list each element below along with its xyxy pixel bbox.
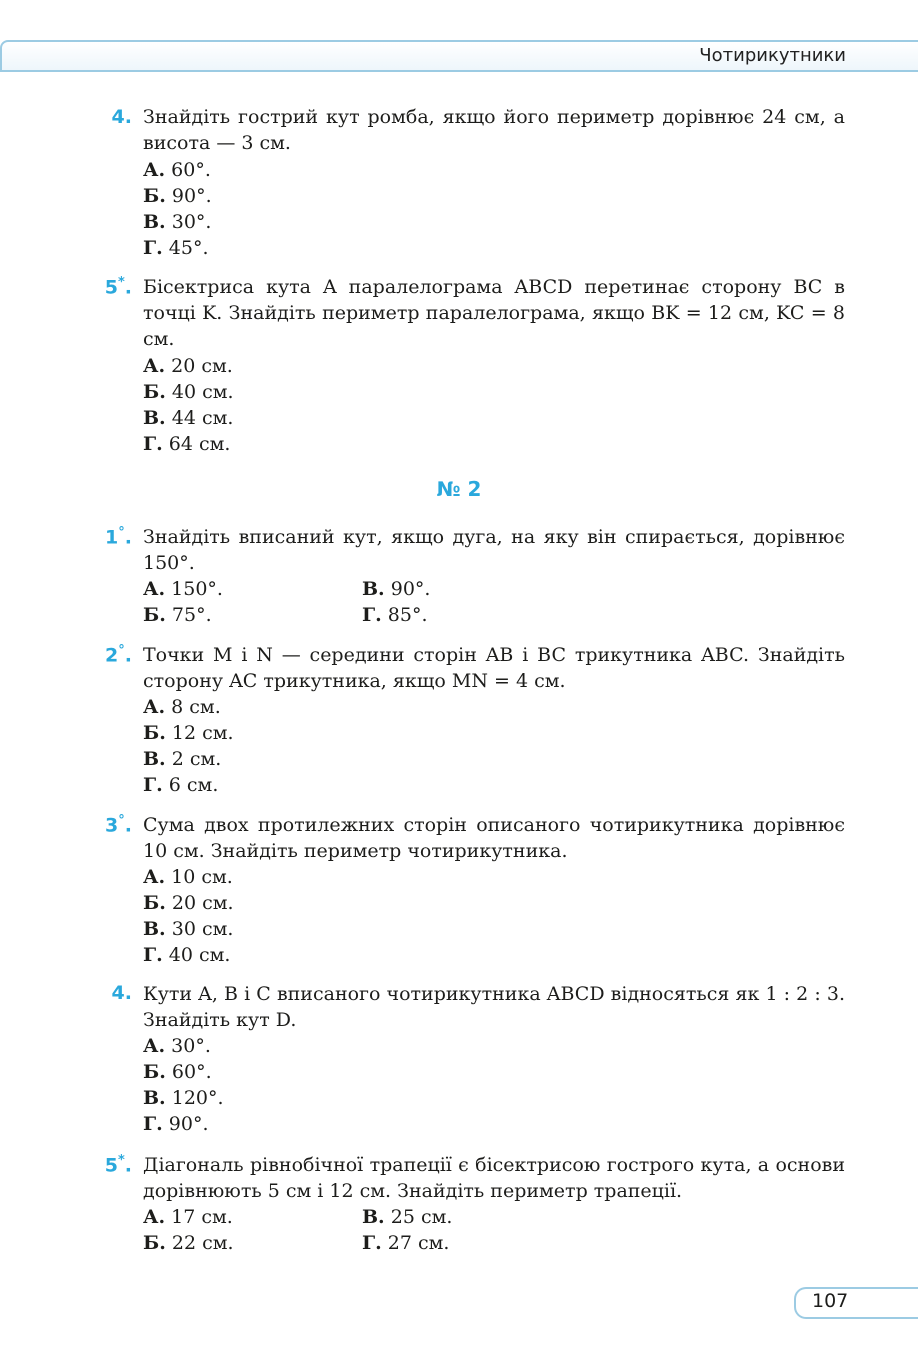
problem-text: Бісектриса кута A паралелограма ABCD перетинає сторону BC в точці K. Знайдіть периметр паралелограма, якщо BK = 12 см, KC = 8 см. bbox=[143, 276, 845, 350]
chapter-title: Чотирикутники bbox=[699, 45, 846, 66]
option-value: 30°. bbox=[171, 1035, 211, 1057]
answer-option bbox=[143, 157, 211, 183]
option-value: 6 см. bbox=[168, 774, 219, 796]
answer-option bbox=[362, 1204, 452, 1230]
problem-number: 3°. bbox=[105, 813, 132, 837]
problem-text: Сума двох протилежних сторін описаного чотирикутника дорівнює 10 см. Знайдіть периметр чотирикутника. bbox=[143, 814, 845, 862]
page-number: 107 bbox=[812, 1290, 849, 1312]
option-value: 90°. bbox=[171, 185, 212, 207]
option-label: Б. bbox=[143, 1061, 166, 1083]
answer-option bbox=[143, 746, 221, 772]
option-value: 25 см. bbox=[390, 1206, 453, 1228]
option-label: В. bbox=[362, 1206, 385, 1228]
option-label: А. bbox=[143, 1035, 166, 1057]
option-label: В. bbox=[362, 578, 385, 600]
option-label: Б. bbox=[143, 185, 166, 207]
answer-option bbox=[143, 1230, 234, 1256]
option-label: А. bbox=[143, 578, 166, 600]
option-value: 150°. bbox=[171, 578, 223, 600]
problem-number: 4. bbox=[111, 982, 132, 1004]
option-label: А. bbox=[143, 1206, 166, 1228]
option-label: Г. bbox=[143, 944, 163, 966]
option-value: 120°. bbox=[171, 1087, 224, 1109]
answer-option bbox=[143, 916, 233, 942]
answer-option bbox=[143, 720, 234, 746]
problem-text: Діагональ рівнобічної трапеції є бісектрисою гострого кута, а основи дорівнюють 5 см і 12 см. Знайдіть периметр трапеції. bbox=[143, 1154, 845, 1202]
option-value: 30°. bbox=[171, 211, 212, 233]
section-title: № 2 bbox=[436, 477, 482, 501]
answer-option bbox=[143, 890, 234, 916]
problem-text: Кути A, B і C вписаного чотирикутника ABCD відносяться як 1 : 2 : 3. Знайдіть кут D. bbox=[143, 983, 845, 1031]
option-label: Г. bbox=[143, 237, 163, 259]
option-value: 85°. bbox=[387, 604, 428, 626]
option-value: 44 см. bbox=[171, 407, 234, 429]
problem-number: 2°. bbox=[105, 643, 132, 667]
option-value: 20 см. bbox=[171, 892, 234, 914]
option-label: В. bbox=[143, 211, 166, 233]
option-label: А. bbox=[143, 866, 166, 888]
option-value: 30 см. bbox=[171, 918, 234, 940]
option-value: 40 см. bbox=[168, 944, 231, 966]
option-label: В. bbox=[143, 748, 166, 770]
answer-option bbox=[143, 864, 233, 890]
option-value: 60°. bbox=[171, 1061, 212, 1083]
option-label: В. bbox=[143, 918, 166, 940]
option-value: 2 см. bbox=[171, 748, 222, 770]
option-label: Б. bbox=[143, 892, 166, 914]
option-value: 8 см. bbox=[171, 696, 221, 718]
option-label: Г. bbox=[143, 433, 163, 455]
answer-option bbox=[143, 1204, 233, 1230]
option-value: 45°. bbox=[168, 237, 209, 259]
option-label: Б. bbox=[143, 722, 166, 744]
answer-option bbox=[143, 942, 230, 968]
option-value: 22 см. bbox=[171, 1232, 234, 1254]
option-value: 90°. bbox=[168, 1113, 209, 1135]
answer-option bbox=[143, 209, 211, 235]
option-value: 90°. bbox=[390, 578, 431, 600]
option-value: 64 см. bbox=[168, 433, 231, 455]
option-label: Б. bbox=[143, 604, 166, 626]
answer-option bbox=[143, 694, 221, 720]
option-label: Г. bbox=[362, 1232, 382, 1254]
answer-option bbox=[362, 1230, 449, 1256]
option-value: 75°. bbox=[171, 604, 212, 626]
answer-option bbox=[143, 235, 209, 261]
answer-option bbox=[143, 431, 230, 457]
option-label: Б. bbox=[143, 1232, 166, 1254]
answer-option bbox=[143, 183, 212, 209]
option-value: 17 см. bbox=[171, 1206, 233, 1228]
answer-option bbox=[362, 576, 430, 602]
answer-option bbox=[143, 602, 212, 628]
answer-option bbox=[143, 772, 218, 798]
option-label: В. bbox=[143, 407, 166, 429]
option-label: В. bbox=[143, 1087, 166, 1109]
problem-number: 5*. bbox=[104, 275, 132, 299]
option-label: А. bbox=[143, 696, 166, 718]
option-label: Б. bbox=[143, 381, 166, 403]
answer-option bbox=[143, 1033, 211, 1059]
option-label: Г. bbox=[362, 604, 382, 626]
option-value: 12 см. bbox=[171, 722, 234, 744]
answer-option bbox=[143, 1111, 209, 1137]
option-value: 27 см. bbox=[387, 1232, 450, 1254]
problem-text: Знайдіть гострий кут ромба, якщо його периметр дорівнює 24 см, а висота — 3 см. bbox=[143, 106, 845, 154]
option-value: 60°. bbox=[171, 159, 211, 181]
answer-option bbox=[143, 379, 234, 405]
answer-option bbox=[143, 405, 233, 431]
answer-option bbox=[362, 602, 428, 628]
problem-text: Точки M і N — середини сторін AB і BC трикутника ABC. Знайдіть сторону AC трикутника, якщо MN = 4 см. bbox=[143, 644, 845, 692]
option-label: Г. bbox=[143, 774, 163, 796]
problem-number: 5*. bbox=[104, 1153, 132, 1177]
problem-number: 4. bbox=[111, 106, 132, 128]
option-value: 20 см. bbox=[171, 355, 233, 377]
option-label: А. bbox=[143, 355, 166, 377]
option-label: А. bbox=[143, 159, 166, 181]
option-value: 10 см. bbox=[171, 866, 233, 888]
answer-option bbox=[143, 1085, 224, 1111]
option-value: 40 см. bbox=[171, 381, 234, 403]
problem-text: Знайдіть вписаний кут, якщо дуга, на яку він спирається, дорівнює 150°. bbox=[143, 526, 845, 574]
answer-option bbox=[143, 1059, 212, 1085]
answer-option bbox=[143, 353, 233, 379]
option-label: Г. bbox=[143, 1113, 163, 1135]
answer-option bbox=[143, 576, 223, 602]
problem-number: 1°. bbox=[105, 525, 132, 549]
